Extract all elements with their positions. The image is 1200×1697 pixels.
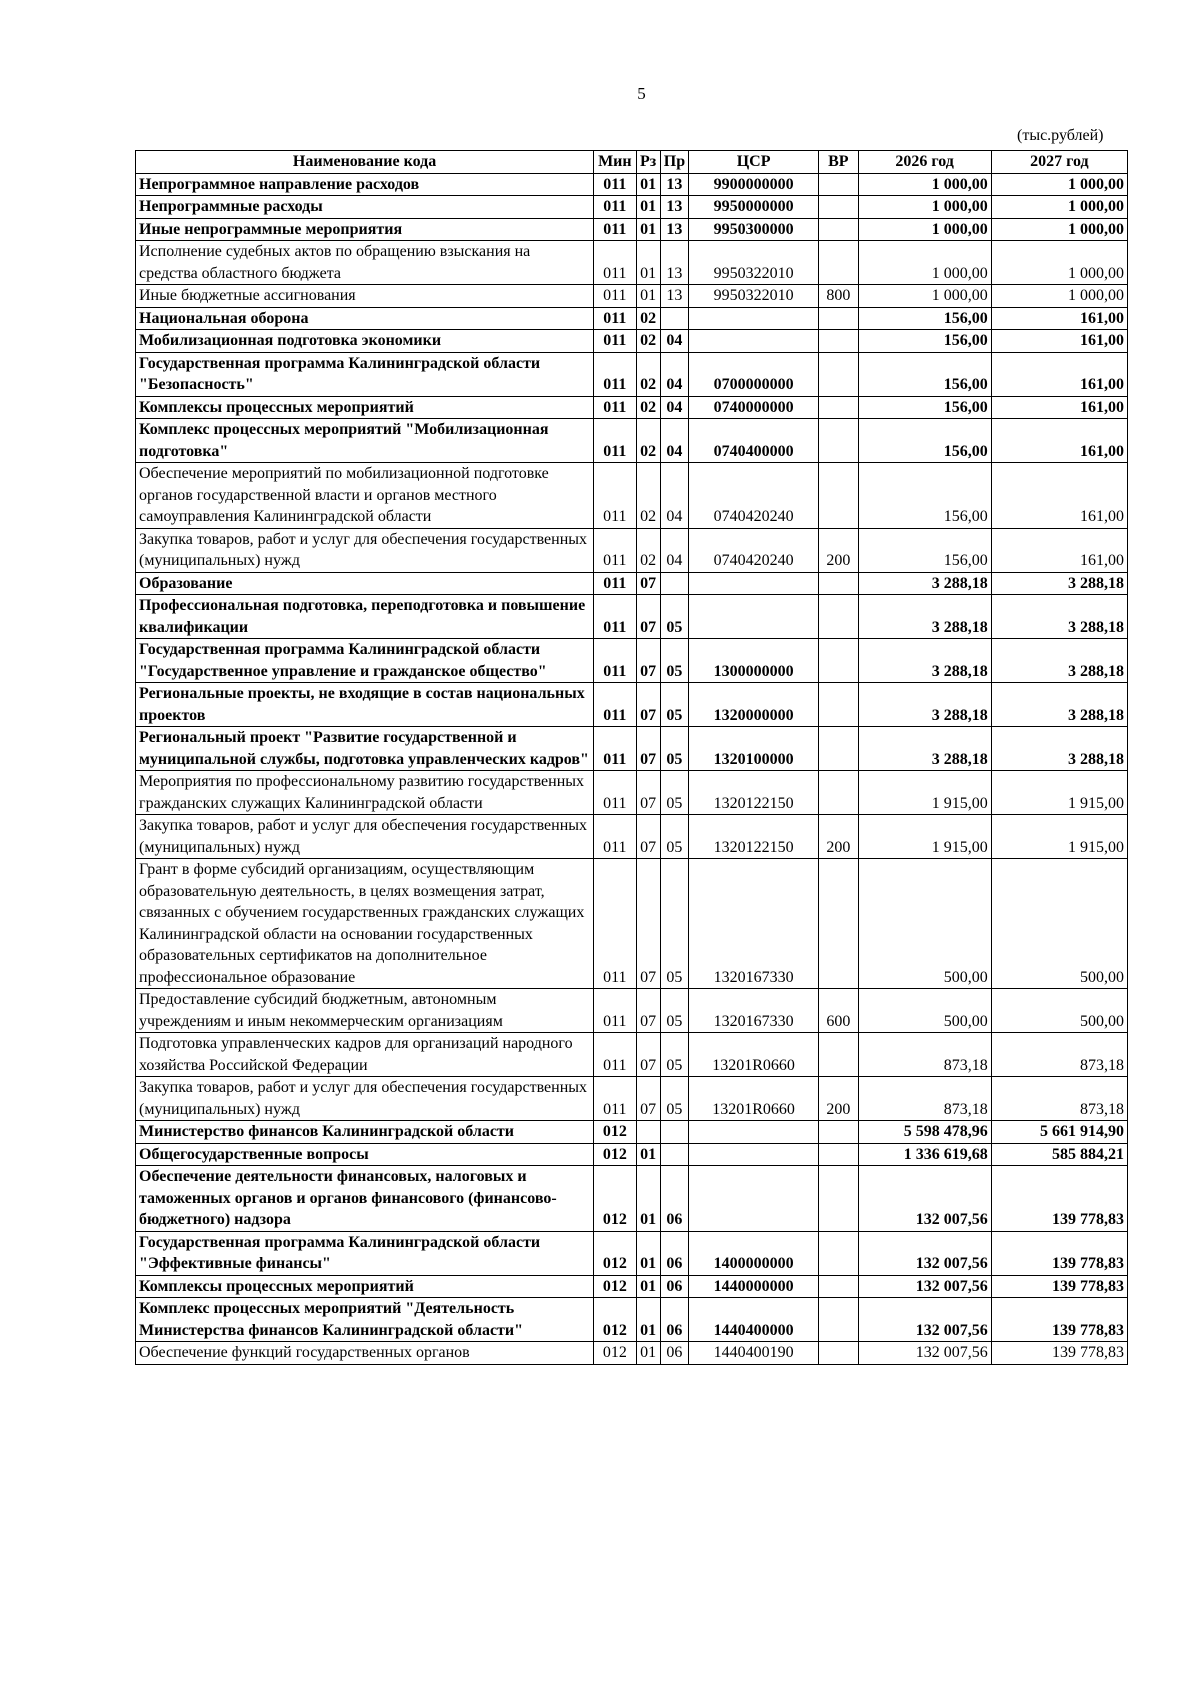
cell-min: 011: [594, 173, 636, 196]
cell-name: Региональные проекты, не входящие в состав национальных проектов: [136, 683, 594, 727]
cell-min: 011: [594, 727, 636, 771]
cell-2027: 1 000,00: [991, 218, 1127, 241]
cell-pr: 05: [660, 771, 688, 815]
cell-min: 011: [594, 463, 636, 529]
cell-rz: 02: [636, 352, 660, 396]
cell-pr: 05: [660, 639, 688, 683]
cell-rz: 07: [636, 595, 660, 639]
cell-csr: 0740420240: [689, 528, 819, 572]
table-row: [136, 1143, 1128, 1166]
cell-pr: 13: [660, 196, 688, 219]
cell-2027: 161,00: [991, 463, 1127, 529]
cell-2026: 132 007,56: [858, 1166, 991, 1232]
cell-pr: 13: [660, 173, 688, 196]
cell-2026: 1 000,00: [858, 218, 991, 241]
cell-rz: 07: [636, 639, 660, 683]
cell-csr: 13201R0660: [689, 1077, 819, 1121]
cell-rz: 02: [636, 528, 660, 572]
cell-vr: [819, 419, 858, 463]
table-row: [136, 815, 1128, 859]
cell-name: Образование: [136, 572, 594, 595]
cell-min: 011: [594, 241, 636, 285]
cell-vr: 800: [819, 285, 858, 308]
cell-csr: 1320122150: [689, 771, 819, 815]
table-row: [136, 241, 1128, 285]
cell-min: 011: [594, 218, 636, 241]
cell-csr: [689, 1143, 819, 1166]
cell-pr: [660, 1121, 688, 1144]
cell-pr: 05: [660, 989, 688, 1033]
page-number: 5: [637, 84, 646, 103]
cell-2026: 132 007,56: [858, 1342, 991, 1365]
cell-rz: 07: [636, 572, 660, 595]
cell-pr: 04: [660, 352, 688, 396]
cell-vr: [819, 1231, 858, 1275]
cell-csr: 1440400000: [689, 1298, 819, 1342]
units-label: (тыс.рублей): [1017, 127, 1104, 144]
cell-2026: 5 598 478,96: [858, 1121, 991, 1144]
table-row: [136, 683, 1128, 727]
cell-min: 012: [594, 1275, 636, 1298]
cell-vr: [819, 1033, 858, 1077]
cell-rz: 01: [636, 1298, 660, 1342]
cell-rz: 07: [636, 727, 660, 771]
cell-csr: [689, 1121, 819, 1144]
cell-vr: [819, 859, 858, 989]
cell-rz: 01: [636, 173, 660, 196]
cell-2026: 132 007,56: [858, 1231, 991, 1275]
cell-rz: 02: [636, 463, 660, 529]
cell-name: Государственная программа Калининградской области "Государственное управление и гражданское общество": [136, 639, 594, 683]
cell-2026: 3 288,18: [858, 727, 991, 771]
cell-name: Региональный проект "Развитие государственной и муниципальной службы, подготовка управленческих кадров": [136, 727, 594, 771]
cell-name: Иные бюджетные ассигнования: [136, 285, 594, 308]
table-row: [136, 1342, 1128, 1365]
cell-csr: 1320167330: [689, 989, 819, 1033]
cell-2027: 139 778,83: [991, 1166, 1127, 1232]
cell-csr: 1320000000: [689, 683, 819, 727]
cell-2027: 5 661 914,90: [991, 1121, 1127, 1144]
table-row: [136, 1275, 1128, 1298]
cell-name: Обеспечение функций государственных органов: [136, 1342, 594, 1365]
cell-csr: [689, 330, 819, 353]
cell-rz: 01: [636, 196, 660, 219]
cell-min: 011: [594, 771, 636, 815]
cell-2026: 156,00: [858, 396, 991, 419]
table-row: [136, 859, 1128, 989]
cell-vr: [819, 218, 858, 241]
cell-vr: [819, 352, 858, 396]
cell-2026: 873,18: [858, 1033, 991, 1077]
cell-vr: [819, 1275, 858, 1298]
cell-vr: 200: [819, 528, 858, 572]
cell-csr: 1320122150: [689, 815, 819, 859]
cell-csr: 1440400190: [689, 1342, 819, 1365]
cell-2027: 3 288,18: [991, 572, 1127, 595]
cell-name: Государственная программа Калининградской области "Безопасность": [136, 352, 594, 396]
cell-csr: 9950322010: [689, 241, 819, 285]
cell-name: Непрограммное направление расходов: [136, 173, 594, 196]
cell-vr: 600: [819, 989, 858, 1033]
cell-2027: 139 778,83: [991, 1231, 1127, 1275]
cell-name: Комплекс процессных мероприятий "Деятельность Министерства финансов Калининградской области": [136, 1298, 594, 1342]
cell-2027: 1 915,00: [991, 815, 1127, 859]
cell-vr: [819, 1298, 858, 1342]
cell-vr: [819, 463, 858, 529]
cell-pr: [660, 307, 688, 330]
cell-min: 012: [594, 1121, 636, 1144]
cell-vr: [819, 241, 858, 285]
cell-2027: 500,00: [991, 859, 1127, 989]
cell-pr: 05: [660, 1077, 688, 1121]
cell-name: Предоставление субсидий бюджетным, автономным учреждениям и иным некоммерческим организациям: [136, 989, 594, 1033]
cell-pr: 13: [660, 218, 688, 241]
cell-min: 011: [594, 330, 636, 353]
header-year-2027: 2027 год: [991, 151, 1127, 174]
cell-2027: 1 000,00: [991, 196, 1127, 219]
cell-pr: 04: [660, 528, 688, 572]
cell-pr: 04: [660, 419, 688, 463]
table-row: [136, 989, 1128, 1033]
cell-csr: 1320167330: [689, 859, 819, 989]
cell-2027: 3 288,18: [991, 727, 1127, 771]
cell-vr: 200: [819, 1077, 858, 1121]
cell-name: Комплексы процессных мероприятий: [136, 396, 594, 419]
cell-pr: 06: [660, 1298, 688, 1342]
cell-min: 011: [594, 815, 636, 859]
cell-rz: 02: [636, 419, 660, 463]
cell-rz: 02: [636, 396, 660, 419]
cell-2026: 3 288,18: [858, 683, 991, 727]
cell-pr: 13: [660, 241, 688, 285]
cell-2027: 161,00: [991, 528, 1127, 572]
table-row: [136, 1121, 1128, 1144]
table-body: [136, 173, 1128, 1364]
cell-vr: [819, 330, 858, 353]
cell-rz: [636, 1121, 660, 1144]
cell-2026: 132 007,56: [858, 1275, 991, 1298]
cell-vr: [819, 639, 858, 683]
cell-name: Общегосударственные вопросы: [136, 1143, 594, 1166]
cell-2027: 1 915,00: [991, 771, 1127, 815]
cell-pr: 05: [660, 727, 688, 771]
header-vr: ВР: [819, 151, 858, 174]
cell-vr: [819, 196, 858, 219]
cell-csr: 1300000000: [689, 639, 819, 683]
cell-2027: 500,00: [991, 989, 1127, 1033]
cell-rz: 01: [636, 218, 660, 241]
cell-rz: 01: [636, 1275, 660, 1298]
cell-pr: 05: [660, 1033, 688, 1077]
cell-name: Подготовка управленческих кадров для организаций народного хозяйства Российской Федерации: [136, 1033, 594, 1077]
header-pr: Пр: [660, 151, 688, 174]
header-min: Мин: [594, 151, 636, 174]
cell-2027: 139 778,83: [991, 1342, 1127, 1365]
table-row: [136, 1166, 1128, 1232]
cell-rz: 07: [636, 859, 660, 989]
cell-rz: 01: [636, 1231, 660, 1275]
cell-name: Грант в форме субсидий организациям, осуществляющим образовательную деятельность, в целях возмещения затрат, связанных с обучением государственных гражданских служащих Калининградской области на основании государственных образовательных сертификатов на дополнительное профессиональное образование: [136, 859, 594, 989]
cell-2026: 156,00: [858, 463, 991, 529]
cell-csr: [689, 572, 819, 595]
budget-table: [135, 150, 1128, 1365]
cell-vr: [819, 572, 858, 595]
cell-min: 011: [594, 572, 636, 595]
cell-2026: 873,18: [858, 1077, 991, 1121]
cell-name: Комплекс процессных мероприятий "Мобилизационная подготовка": [136, 419, 594, 463]
cell-pr: 06: [660, 1342, 688, 1365]
header-year-2026: 2026 год: [858, 151, 991, 174]
cell-name: Мероприятия по профессиональному развитию государственных гражданских служащих Калининградской области: [136, 771, 594, 815]
table-row: [136, 1231, 1128, 1275]
table-row: [136, 218, 1128, 241]
cell-min: 011: [594, 307, 636, 330]
cell-vr: [819, 396, 858, 419]
cell-name: Обеспечение деятельности финансовых, налоговых и таможенных органов и органов финансового (финансово-бюджетного) надзора: [136, 1166, 594, 1232]
table-row: [136, 528, 1128, 572]
cell-rz: 07: [636, 1033, 660, 1077]
table-row: [136, 1033, 1128, 1077]
table-row: [136, 463, 1128, 529]
table-row: [136, 285, 1128, 308]
cell-name: Министерство финансов Калининградской области: [136, 1121, 594, 1144]
cell-pr: 04: [660, 463, 688, 529]
cell-min: 012: [594, 1166, 636, 1232]
cell-name: Иные непрограммные мероприятия: [136, 218, 594, 241]
header-rz: Рз: [636, 151, 660, 174]
cell-2027: 873,18: [991, 1033, 1127, 1077]
cell-csr: [689, 1166, 819, 1232]
cell-2026: 156,00: [858, 419, 991, 463]
cell-pr: [660, 1143, 688, 1166]
cell-min: 011: [594, 595, 636, 639]
cell-2027: 161,00: [991, 396, 1127, 419]
table-row: [136, 352, 1128, 396]
cell-pr: 04: [660, 396, 688, 419]
cell-2027: 873,18: [991, 1077, 1127, 1121]
cell-vr: [819, 595, 858, 639]
cell-name: Обеспечение мероприятий по мобилизационной подготовке органов государственной власти и органов местного самоуправления Калининградской области: [136, 463, 594, 529]
cell-2026: 500,00: [858, 989, 991, 1033]
table-row: [136, 419, 1128, 463]
cell-2027: 161,00: [991, 352, 1127, 396]
table-row: [136, 1077, 1128, 1121]
cell-2027: 3 288,18: [991, 595, 1127, 639]
table-row: [136, 196, 1128, 219]
cell-min: 011: [594, 1033, 636, 1077]
cell-pr: 05: [660, 859, 688, 989]
cell-vr: [819, 727, 858, 771]
cell-2026: 3 288,18: [858, 639, 991, 683]
cell-vr: 200: [819, 815, 858, 859]
cell-rz: 01: [636, 241, 660, 285]
cell-2027: 161,00: [991, 330, 1127, 353]
cell-2026: 1 915,00: [858, 771, 991, 815]
cell-2026: 1 000,00: [858, 196, 991, 219]
cell-name: Профессиональная подготовка, переподготовка и повышение квалификации: [136, 595, 594, 639]
cell-name: Закупка товаров, работ и услуг для обеспечения государственных (муниципальных) нужд: [136, 815, 594, 859]
cell-name: Закупка товаров, работ и услуг для обеспечения государственных (муниципальных) нужд: [136, 1077, 594, 1121]
table-row: [136, 173, 1128, 196]
cell-vr: [819, 1143, 858, 1166]
cell-2027: 585 884,21: [991, 1143, 1127, 1166]
table-header-row: [136, 151, 1128, 174]
cell-rz: 07: [636, 989, 660, 1033]
cell-2026: 3 288,18: [858, 595, 991, 639]
cell-csr: [689, 595, 819, 639]
cell-rz: 07: [636, 683, 660, 727]
cell-name: Закупка товаров, работ и услуг для обеспечения государственных (муниципальных) нужд: [136, 528, 594, 572]
table-row: [136, 396, 1128, 419]
cell-csr: 9900000000: [689, 173, 819, 196]
cell-csr: 0700000000: [689, 352, 819, 396]
cell-pr: 04: [660, 330, 688, 353]
cell-2026: 1 915,00: [858, 815, 991, 859]
cell-pr: 05: [660, 595, 688, 639]
cell-min: 011: [594, 196, 636, 219]
cell-min: 011: [594, 528, 636, 572]
cell-pr: [660, 572, 688, 595]
cell-2026: 3 288,18: [858, 572, 991, 595]
cell-2027: 1 000,00: [991, 241, 1127, 285]
cell-2027: 139 778,83: [991, 1275, 1127, 1298]
cell-min: 012: [594, 1231, 636, 1275]
cell-pr: 13: [660, 285, 688, 308]
cell-name: Мобилизационная подготовка экономики: [136, 330, 594, 353]
cell-vr: [819, 683, 858, 727]
cell-vr: [819, 1121, 858, 1144]
table-row: [136, 1298, 1128, 1342]
cell-2026: 156,00: [858, 352, 991, 396]
table-row: [136, 572, 1128, 595]
cell-2026: 1 000,00: [858, 173, 991, 196]
cell-2027: 3 288,18: [991, 683, 1127, 727]
cell-name: Исполнение судебных актов по обращению взыскания на средства областного бюджета: [136, 241, 594, 285]
cell-2026: 1 336 619,68: [858, 1143, 991, 1166]
cell-pr: 06: [660, 1275, 688, 1298]
cell-pr: 05: [660, 683, 688, 727]
cell-2026: 500,00: [858, 859, 991, 989]
cell-2027: 139 778,83: [991, 1298, 1127, 1342]
cell-2027: 161,00: [991, 419, 1127, 463]
table-row: [136, 330, 1128, 353]
cell-name: Национальная оборона: [136, 307, 594, 330]
cell-2026: 156,00: [858, 528, 991, 572]
cell-vr: [819, 1342, 858, 1365]
cell-csr: 9950000000: [689, 196, 819, 219]
cell-name: Комплексы процессных мероприятий: [136, 1275, 594, 1298]
cell-2026: 156,00: [858, 307, 991, 330]
header-name: Наименование кода: [136, 151, 594, 174]
cell-min: 011: [594, 396, 636, 419]
cell-rz: 07: [636, 771, 660, 815]
table-row: [136, 771, 1128, 815]
cell-2026: 1 000,00: [858, 285, 991, 308]
table-row: [136, 727, 1128, 771]
cell-min: 012: [594, 1342, 636, 1365]
cell-vr: [819, 173, 858, 196]
header-csr: ЦСР: [689, 151, 819, 174]
cell-min: 011: [594, 683, 636, 727]
cell-min: 012: [594, 1143, 636, 1166]
cell-vr: [819, 307, 858, 330]
cell-rz: 01: [636, 1166, 660, 1232]
cell-csr: 9950300000: [689, 218, 819, 241]
cell-min: 011: [594, 989, 636, 1033]
cell-2027: 1 000,00: [991, 173, 1127, 196]
cell-rz: 02: [636, 307, 660, 330]
cell-rz: 07: [636, 815, 660, 859]
cell-rz: 01: [636, 285, 660, 308]
cell-min: 011: [594, 859, 636, 989]
table-row: [136, 595, 1128, 639]
cell-pr: 06: [660, 1231, 688, 1275]
table-row: [136, 639, 1128, 683]
cell-name: Непрограммные расходы: [136, 196, 594, 219]
cell-csr: 0740000000: [689, 396, 819, 419]
cell-csr: 0740420240: [689, 463, 819, 529]
cell-2026: 132 007,56: [858, 1298, 991, 1342]
cell-pr: 06: [660, 1166, 688, 1232]
cell-min: 011: [594, 639, 636, 683]
cell-min: 012: [594, 1298, 636, 1342]
cell-rz: 02: [636, 330, 660, 353]
cell-rz: 07: [636, 1077, 660, 1121]
cell-name: Государственная программа Калининградской области "Эффективные финансы": [136, 1231, 594, 1275]
cell-min: 011: [594, 419, 636, 463]
cell-2027: 3 288,18: [991, 639, 1127, 683]
cell-csr: 0740400000: [689, 419, 819, 463]
cell-vr: [819, 1166, 858, 1232]
cell-pr: 05: [660, 815, 688, 859]
cell-csr: 1400000000: [689, 1231, 819, 1275]
cell-csr: 1440000000: [689, 1275, 819, 1298]
cell-csr: 9950322010: [689, 285, 819, 308]
cell-min: 011: [594, 285, 636, 308]
cell-2027: 161,00: [991, 307, 1127, 330]
cell-2026: 156,00: [858, 330, 991, 353]
cell-2026: 1 000,00: [858, 241, 991, 285]
cell-csr: 1320100000: [689, 727, 819, 771]
cell-csr: 13201R0660: [689, 1033, 819, 1077]
cell-min: 011: [594, 1077, 636, 1121]
cell-2027: 1 000,00: [991, 285, 1127, 308]
cell-vr: [819, 771, 858, 815]
cell-csr: [689, 307, 819, 330]
cell-min: 011: [594, 352, 636, 396]
cell-rz: 01: [636, 1143, 660, 1166]
cell-rz: 01: [636, 1342, 660, 1365]
table-row: [136, 307, 1128, 330]
